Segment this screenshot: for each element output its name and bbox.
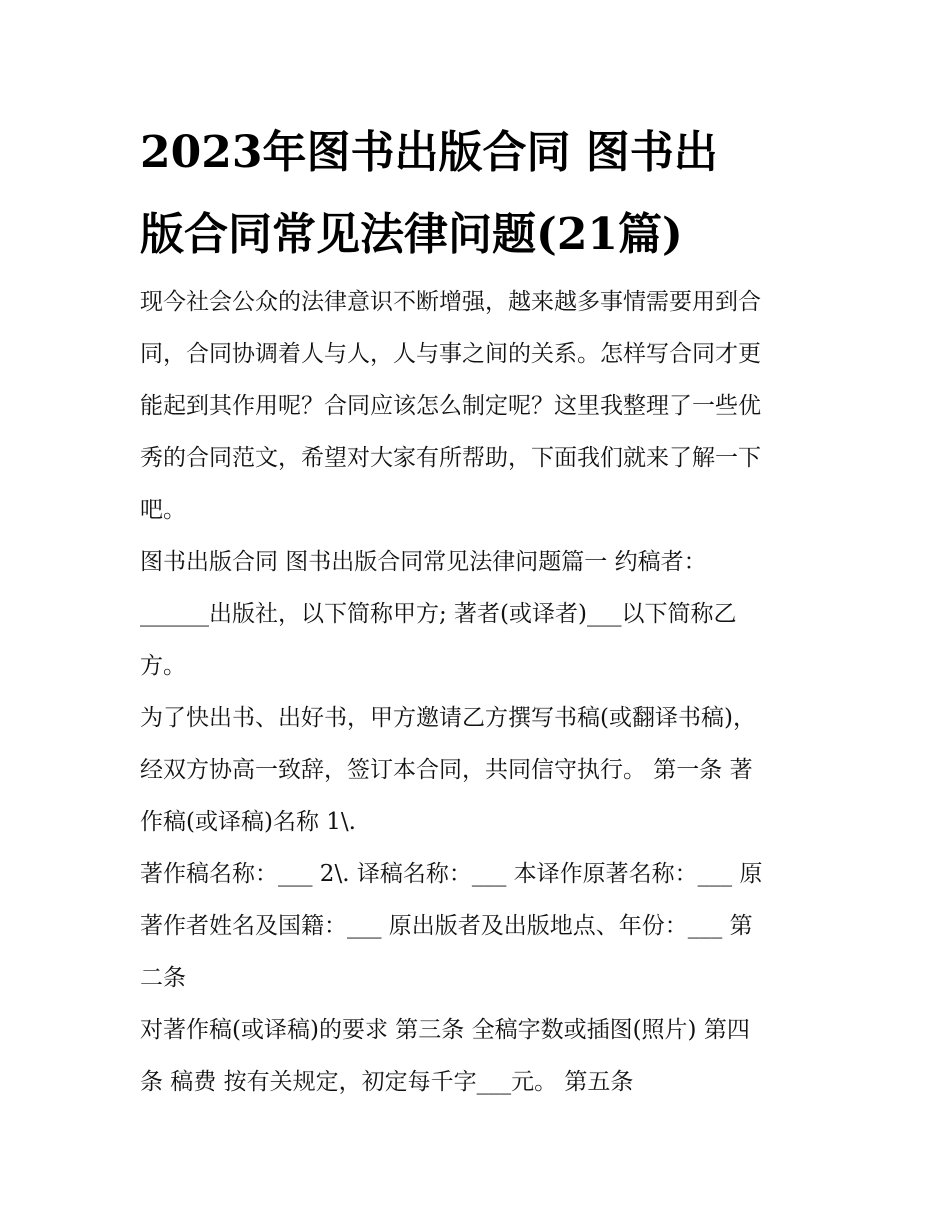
title-line-2: 版合同常见法律问题(21篇) [140,209,683,260]
body-line: 经双方协高一致辞，签订本合同，共同信守执行。 第一条 著 [140,757,753,783]
body-line: 方。 [140,653,186,679]
body-line: 吧。 [140,497,186,523]
body-line: 对著作稿(或译稿)的要求 第三条 全稿字数或插图(照片) 第四 [140,1017,750,1043]
body-line: 秀的合同范文，希望对大家有所帮助，下面我们就来了解一下 [140,445,761,471]
body-line: ______出版社，以下简称甲方; 著者(或译者)___以下简称乙 [140,601,737,627]
body-line: 二条 [140,965,186,991]
body-line: 同，合同协调着人与人，人与事之间的关系。怎样写合同才更 [140,341,761,367]
title-line-1: 2023年图书出版合同 图书出 [140,127,718,178]
document-body [140,276,840,1108]
body-line: 作稿(或译稿)名称 1\. [140,809,356,835]
body-line: 著作稿名称：___ 2\. 译稿名称：___ 本译作原著名称：___ 原 [140,861,763,887]
document-title [140,112,840,276]
body-line: 为了快出书、出好书，甲方邀请乙方撰写书稿(或翻译书稿)， [140,705,756,731]
body-line: 著作者姓名及国籍：___ 原出版者及出版地点、年份：___ 第 [140,913,753,939]
body-line: 现今社会公众的法律意识不断增强，越来越多事情需要用到合 [140,289,761,315]
body-line: 能起到其作用呢？合同应该怎么制定呢？这里我整理了一些优 [140,393,761,419]
body-line: 图书出版合同 图书出版合同常见法律问题篇一 约稿者： [140,549,707,575]
body-line: 条 稿费 按有关规定，初定每千字___元。 第五条 [140,1069,634,1095]
